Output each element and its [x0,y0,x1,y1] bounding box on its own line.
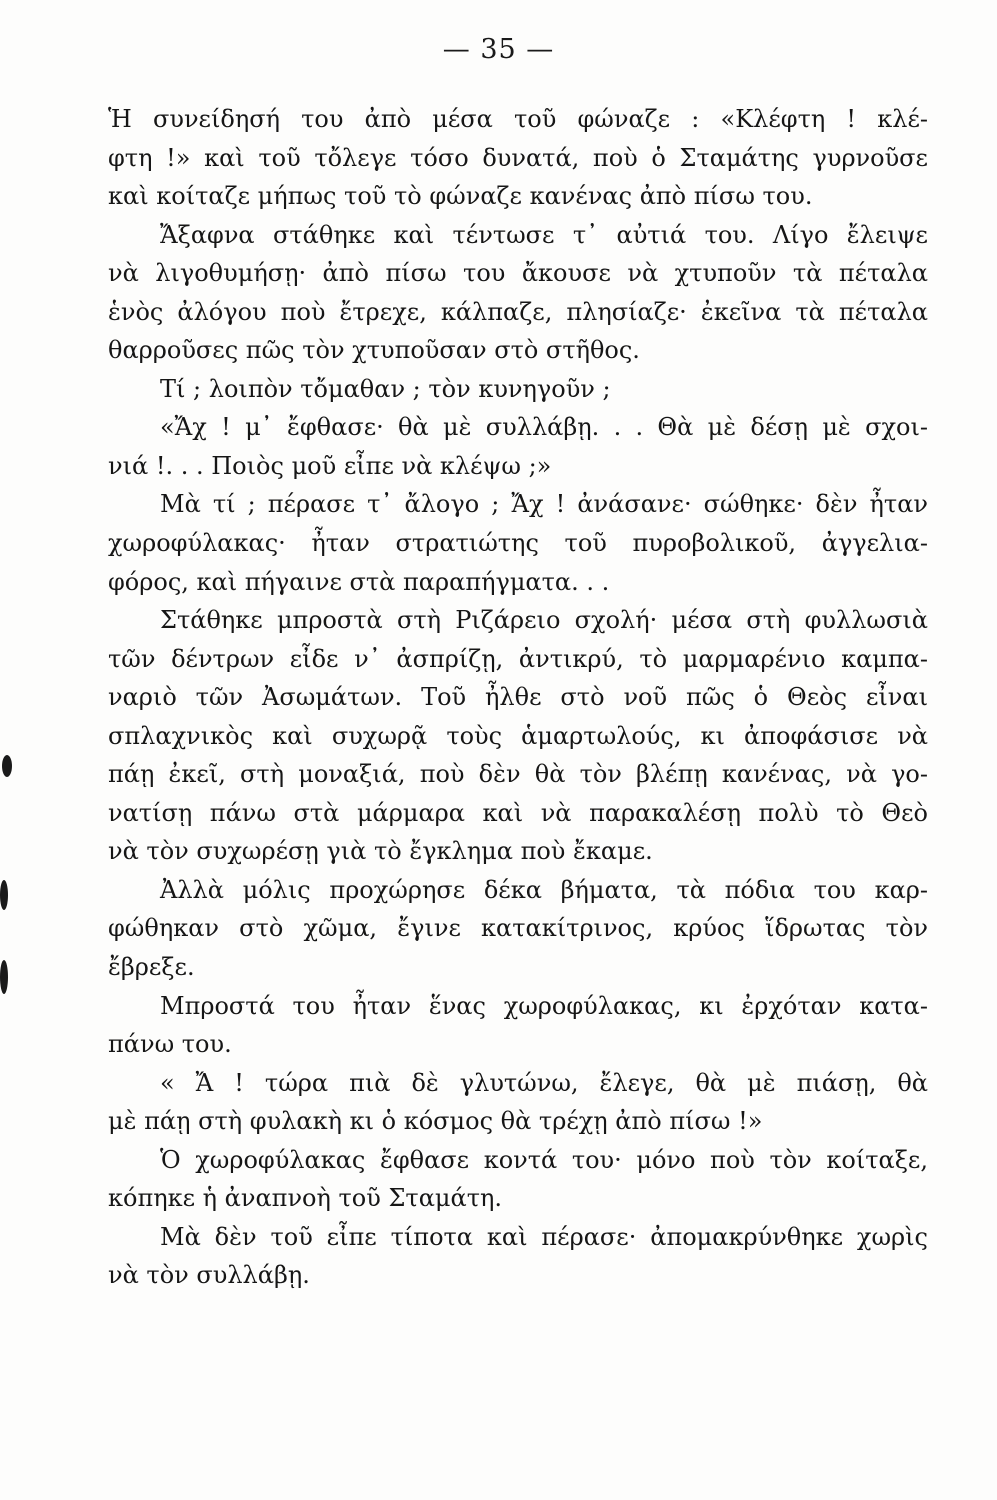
text-line: νὰ τὸν συχωρέσῃ γιὰ τὸ ἔγκλημα ποὺ ἔκαμε. [108,837,653,866]
scan-margin-mark [0,960,8,994]
text-line: Ἄξαφνα στάθηκε καὶ τέντωσε τ᾽ αὐτιά του. Λίγο ἔλειψε [160,220,928,249]
text-line: κόπηκε ἡ ἀναπνοὴ τοῦ Σταμάτη. [108,1184,502,1213]
text-line: ναριὸ τῶν Ἀσωμάτων. Τοῦ ἦλθε στὸ νοῦ πῶς ὁ Θεὸς εἶναι [108,683,928,712]
scan-margin-mark [2,755,12,777]
text-line: φόρος, καὶ πήγαινε στὰ παραπήγματα. . . [108,567,610,596]
body-text [108,100,928,1295]
text-line: Στάθηκε μπροστὰ στὴ Ριζάρειο σχολή· μέσα στὴ φυλλωσιὰ [160,606,928,635]
text-line: Ὁ χωροφύλακας ἔφθασε κοντά του· μόνο ποὺ τὸν κοίταξε, [160,1145,928,1174]
text-line: «Ἄχ ! μ᾽ ἔφθασε· θὰ μὲ συλλάβῃ. . . Θὰ μὲ δέσῃ μὲ σχοι- [160,413,928,442]
text-line: πάῃ ἐκεῖ, στὴ μοναξιά, ποὺ δὲν θὰ τὸν βλέπῃ κανένας, νὰ γο- [108,760,928,789]
text-line: καὶ κοίταζε μήπως τοῦ τὸ φώναζε κανένας ἀπὸ πίσω του. [108,182,813,211]
text-line: φτη !» καὶ τοῦ τὄλεγε τόσο δυνατά, ποὺ ὁ Σταμάτης γυρνοῦσε [108,143,928,172]
text-line: νὰ τὸν συλλάβῃ. [108,1261,310,1290]
text-line: ἔβρεξε. [108,953,195,982]
text-line: « Ἄ ! τώρα πιὰ δὲ γλυτώνω, ἔλεγε, θὰ μὲ πιάσῃ, θὰ [160,1068,928,1097]
text-line: μὲ πάῃ στὴ φυλακὴ κι ὁ κόσμος θὰ τρέχῃ ἀπὸ πίσω !» [108,1107,763,1136]
text-line: Μπροστά του ἦταν ἕνας χωροφύλακας, κι ἐρχόταν κατα- [160,991,928,1020]
text-line: πάνω του. [108,1030,232,1059]
text-line: σπλαχνικὸς καὶ συχωρᾷ τοὺς ἁμαρτωλούς, κι ἀποφάσισε νὰ [108,721,928,750]
text-line: ἑνὸς ἀλόγου ποὺ ἔτρεχε, κάλπαζε, πλησίαζε· ἐκεῖνα τὰ πέταλα [108,297,928,326]
text-line: φώθηκαν στὸ χῶμα, ἔγινε κατακίτρινος, κρύος ἵδρωτας τὸν [108,914,928,943]
text-line: τῶν δέντρων εἶδε ν᾽ ἀσπρίζῃ, ἀντικρύ, τὸ μαρμαρένιο καμπα- [108,644,928,673]
text-line: Ἡ συνείδησή του ἀπὸ μέσα τοῦ φώναζε : «Κλέφτη ! κλέ- [108,105,928,133]
page-number: — 35 — [442,34,555,65]
text-line: Τί ; λοιπὸν τὄμαθαν ; τὸν κυνηγοῦν ; [160,374,611,403]
scan-margin-mark [0,880,8,910]
text-line: χωροφύλακας· ἦταν στρατιώτης τοῦ πυροβολικοῦ, ἀγγελια- [108,529,928,558]
text-line: θαρροῦσες πῶς τὸν χτυποῦσαν στὸ στῆθος. [108,336,640,365]
text-line: Μὰ τί ; πέρασε τ᾽ ἄλογο ; Ἄχ ! ἀνάσανε· σώθηκε· δὲν ἦταν [160,490,928,519]
text-line: Ἀλλὰ μόλις προχώρησε δέκα βήματα, τὰ πόδια του καρ- [160,875,928,904]
text-line: νατίσῃ πάνω στὰ μάρμαρα καὶ νὰ παρακαλέσῃ πολὺ τὸ Θεὸ [108,798,928,827]
text-line: νὰ λιγοθυμήσῃ· ἀπὸ πίσω του ἄκουσε νὰ χτυποῦν τὰ πέταλα [108,259,928,288]
text-line: νιά !. . . Ποιὸς μοῦ εἶπε νὰ κλέψω ;» [108,451,552,480]
text-line: Μὰ δὲν τοῦ εἶπε τίποτα καὶ πέρασε· ἀπομακρύνθηκε χωρὶς [160,1222,928,1251]
